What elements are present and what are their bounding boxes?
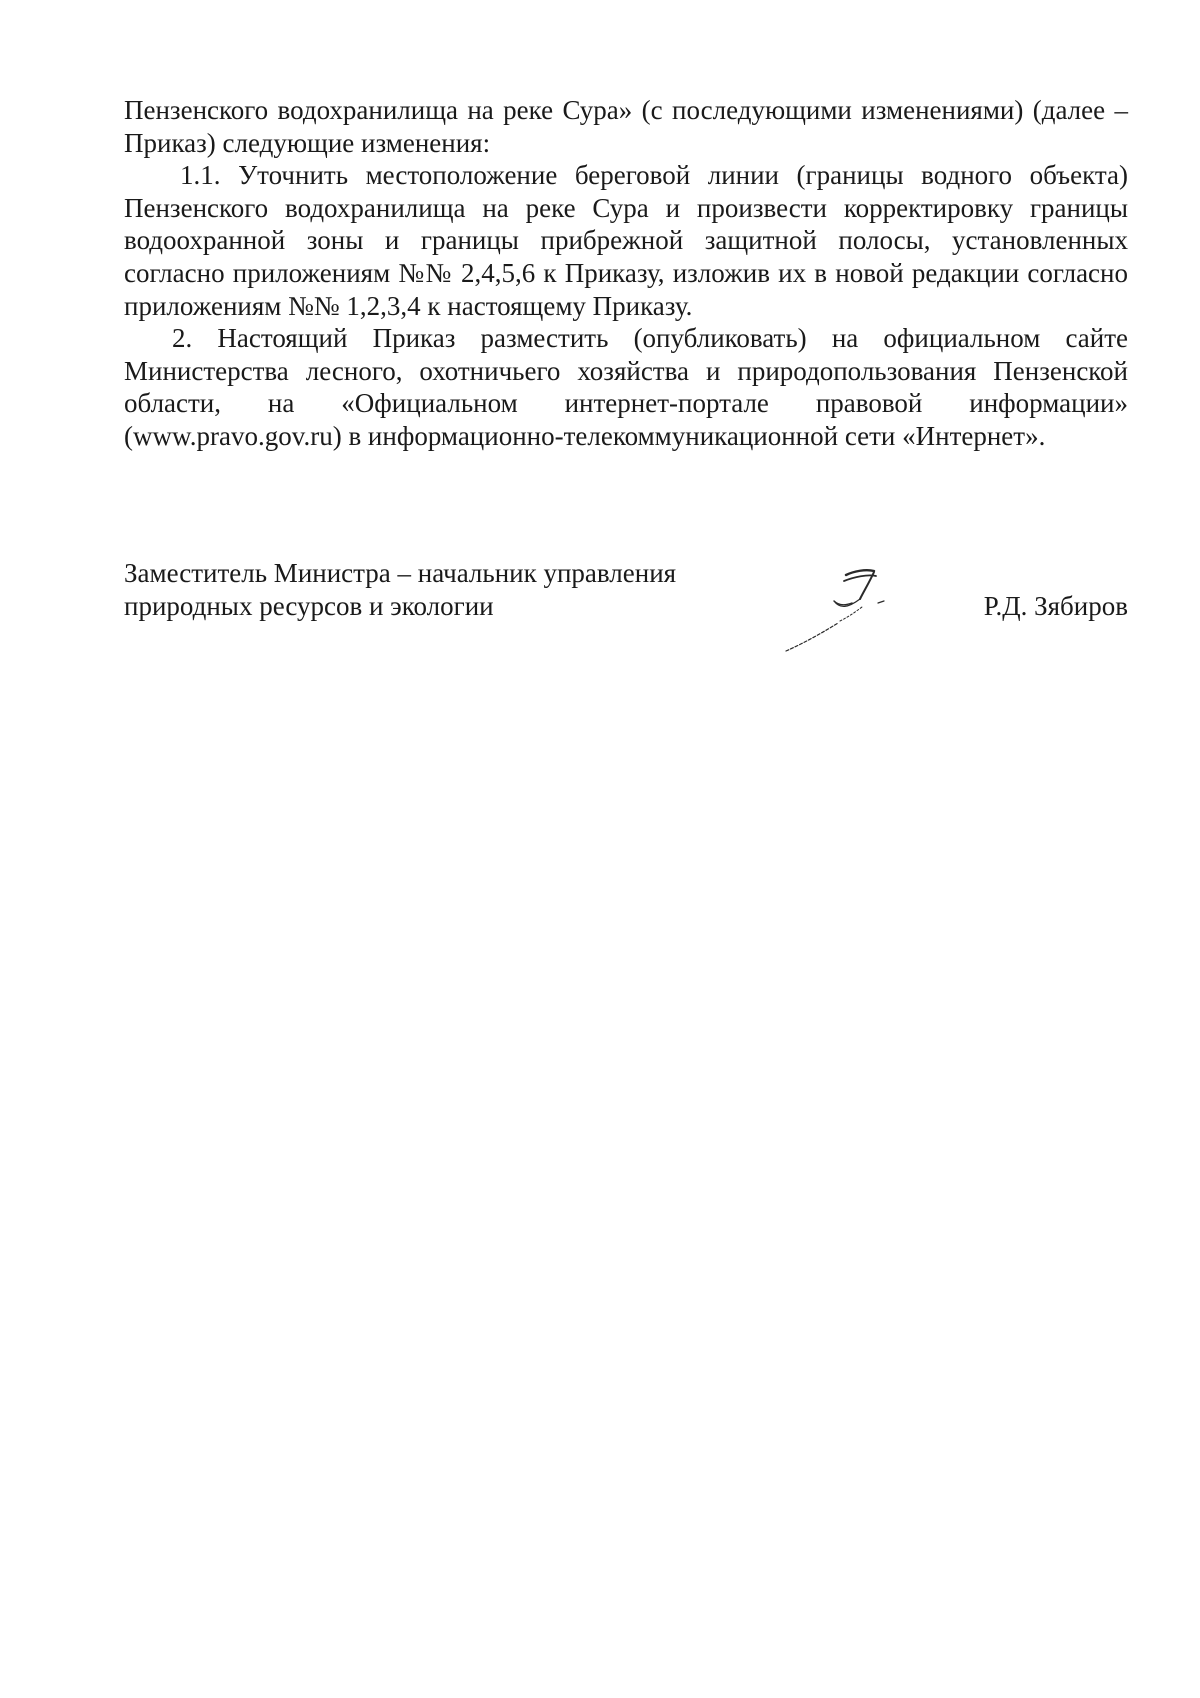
paragraph-item-2: 2. Настоящий Приказ разместить (опубликовать) на официальном сайте Министерства лесного, охотничьего хозяйства и природопользования Пензенской области, на «Официальном интернет-портале правовой информации» (www.pravo.gov.ru) в информационно-телекоммуникационной сети «Интернет». [124,323,1128,451]
document-body [124,94,1128,453]
signer-name: Р.Д. Зябиров [983,591,1128,621]
paragraph-intro: Пензенского водохранилища на реке Сура» (с последующими изменениями) (далее – Приказ) следующие изменения: [124,95,1128,158]
handwritten-signature-icon [774,559,904,659]
paragraph-item-1-1: 1.1. Уточнить местоположение береговой линии (границы водного объекта) Пензенского водохранилища на реке Сура и произвести корректировку границы водоохранной зоны и границы прибрежной защитной полосы, установленных согласно приложениям №№ 2,4,5,6 к Приказу, изложив их в новой редакции согласно приложениям №№ 1,2,3,4 к настоящему Приказу. [124,160,1128,321]
signer-position-line-1: Заместитель Министра – начальник управления [124,558,677,588]
signature-block [124,557,1128,667]
signer-position [124,557,764,622]
signer-position-line-2: природных ресурсов и экологии [124,590,494,621]
